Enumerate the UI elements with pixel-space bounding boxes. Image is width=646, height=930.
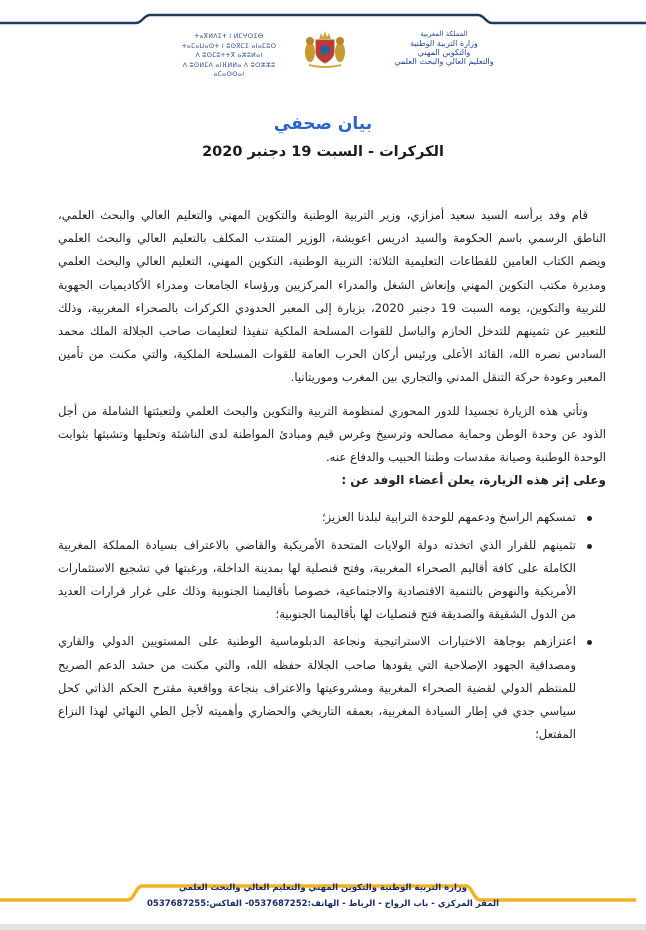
arabic-header-line: وزارة التربية الوطنية	[410, 39, 478, 48]
page-bottom-edge	[0, 924, 646, 930]
list-item: تثمينهم للقرار الذي اتخذته دولة الولايات المتحدة الأمريكية والقاضي بالاعتراف بسيادة المملكة المغربية الكاملة على كافة أقاليم الصحراء المغربية، وفتح قنصلية لها بمدينة الداخلة، ورغبتها في تشجيع الاستثمارات الأمريكية والنهوض بالتنمية الاقتصادية والاجتماعية، خصوصا بأقاليمنا الجنوبية وذلك على غرار قرارات العديد من الدول الشقيقة والصديقة فتح قنصليات لها بأقاليمنا الجنوبية؛	[58, 534, 590, 627]
body-paragraph: قام وفد يرأسه السيد سعيد أمزازي، وزير التربية الوطنية والتكوين المهني والتعليم العالي والبحث العلمي، الناطق الرسمي باسم الحكومة والسيد ادريس اعويشة، الوزير المنتدب المكلف بالتعليم العالي والبحث العلمي ويضم الكتاب العامين للقطاعات التعليمية الثلاثة: التربية الوطنية، التكوين المهني، التعليم العالي والبحث العلمي ومديرة مكتب التكوين المهني وإنعاش الشغل والمدراء المركزيين ورؤساء الجامعات ومدراء الأكاديميات الجهوية للتربية والتكوين، يومه السبت 19 دجنبر 2020، بزيارة إلى المعبر الحدودي الكركرات بالصحراء المغربية، وذلك للتعبير عن تثمينهم للتدخل الحازم والباسل للقوات المسلحة الملكية تنفيذا لتعليمات صاحب الجلالة الملك محمد السادس نصره الله، القائد الأعلى ورئيس أركان الحرب العامة للقوات المسلحة الملكية، والتي مكنت من تأمين المعبر وعودة حركة التنقل المدني والتجاري بين المغرب وموريتانيا.	[58, 208, 607, 385]
header-tifinagh-text	[170, 32, 288, 80]
document-subtitle: الكركرات - السبت 19 دجنبر 2020	[202, 144, 444, 160]
document-body	[58, 204, 606, 746]
arabic-header-line: والتعليم العالي والبحث العلمي	[394, 57, 494, 66]
footer-contact-info: المقر المركزي - باب الرواح - الرباط - الهاتف:0537687252- الفاكس:0537687255	[146, 899, 500, 909]
announcement-list	[58, 506, 606, 746]
document-title: بيان صحفي	[273, 114, 373, 134]
tifinagh-line: ⵜⴰⴳⵍⴷⵉⵜ ⵏ ⵍⵎⵖⵔⵉⴱ	[194, 33, 264, 40]
arabic-header-line: والتكوين المهني	[417, 48, 471, 57]
announcement-heading: وعلى إثر هذه الزيارة، يعلن أعضاء الوفد عن :	[341, 473, 606, 488]
arabic-header-line: المملكة المغربية	[420, 30, 468, 38]
footer-ministry-name: وزارة التربية الوطنية والتكوين المهني والتعليم العالي والبحث العلمي	[178, 883, 468, 893]
moroccan-coat-of-arms-icon	[303, 30, 347, 68]
tifinagh-line: ⵜⴰⵎⴰⵡⴰⵙⵜ ⵏ ⵓⵙⴳⵎⵉ ⴰⵏⴰⵎⵓⵔ	[181, 42, 277, 50]
list-item: اعتزازهم بوجاهة الاختيارات الاستراتيجية ونجاعة الدبلوماسية الوطنية على المستويين الدولي والقاري ومصداقية الجهود الإصلاحية التي يقودها صاحب الجلالة حفظه الله، والتي مكنت من حشد الدعم الصريح للمنتظم الدولي لقضية الصحراء المغربية ومشروعيتها والاعتراف بنجاعة وواقعية مقترح الحكم الذاتي كحل سياسي جدي في إطار السيادة المغربية، بعمقه التاريخي والحضاري وأهميته لأجل الطي النهائي لهذا النزاع المفتعل؛	[58, 630, 590, 746]
list-item: تمسكهم الراسخ ودعمهم للوحدة الترابية لبلدنا العزيز؛	[58, 506, 590, 529]
tifinagh-line: ⴷ ⵓⵙⵍⵎⴷ ⴰⵏⴼⵍⵍⴰ ⴷ ⵓⵔⵣⵣⵓ ⴰⵎⴰⵙⵙⴰⵏ	[182, 61, 276, 78]
tifinagh-line: ⴷ ⵓⵙⵎⵓⵜⵜⴳ ⴰⵣⵓⵍⴰⵏ	[195, 52, 263, 59]
body-paragraph: وتأتي هذه الزيارة تجسيدا للدور المحوري لمنظومة التربية والتكوين والبحث العلمي ولتعبئتها الشاملة من أجل الذود عن وحدة الوطن وحماية مصالحه وترسيخ وغرس قيم ومبادئ المواطنة لدى الناشئة وتحليها وتشبثها بثوابت الوحدة الوطنية وصيانة مقدسات وطننا الحبيب والدفاع عنه.	[58, 403, 606, 465]
header-arabic-text	[390, 30, 498, 66]
